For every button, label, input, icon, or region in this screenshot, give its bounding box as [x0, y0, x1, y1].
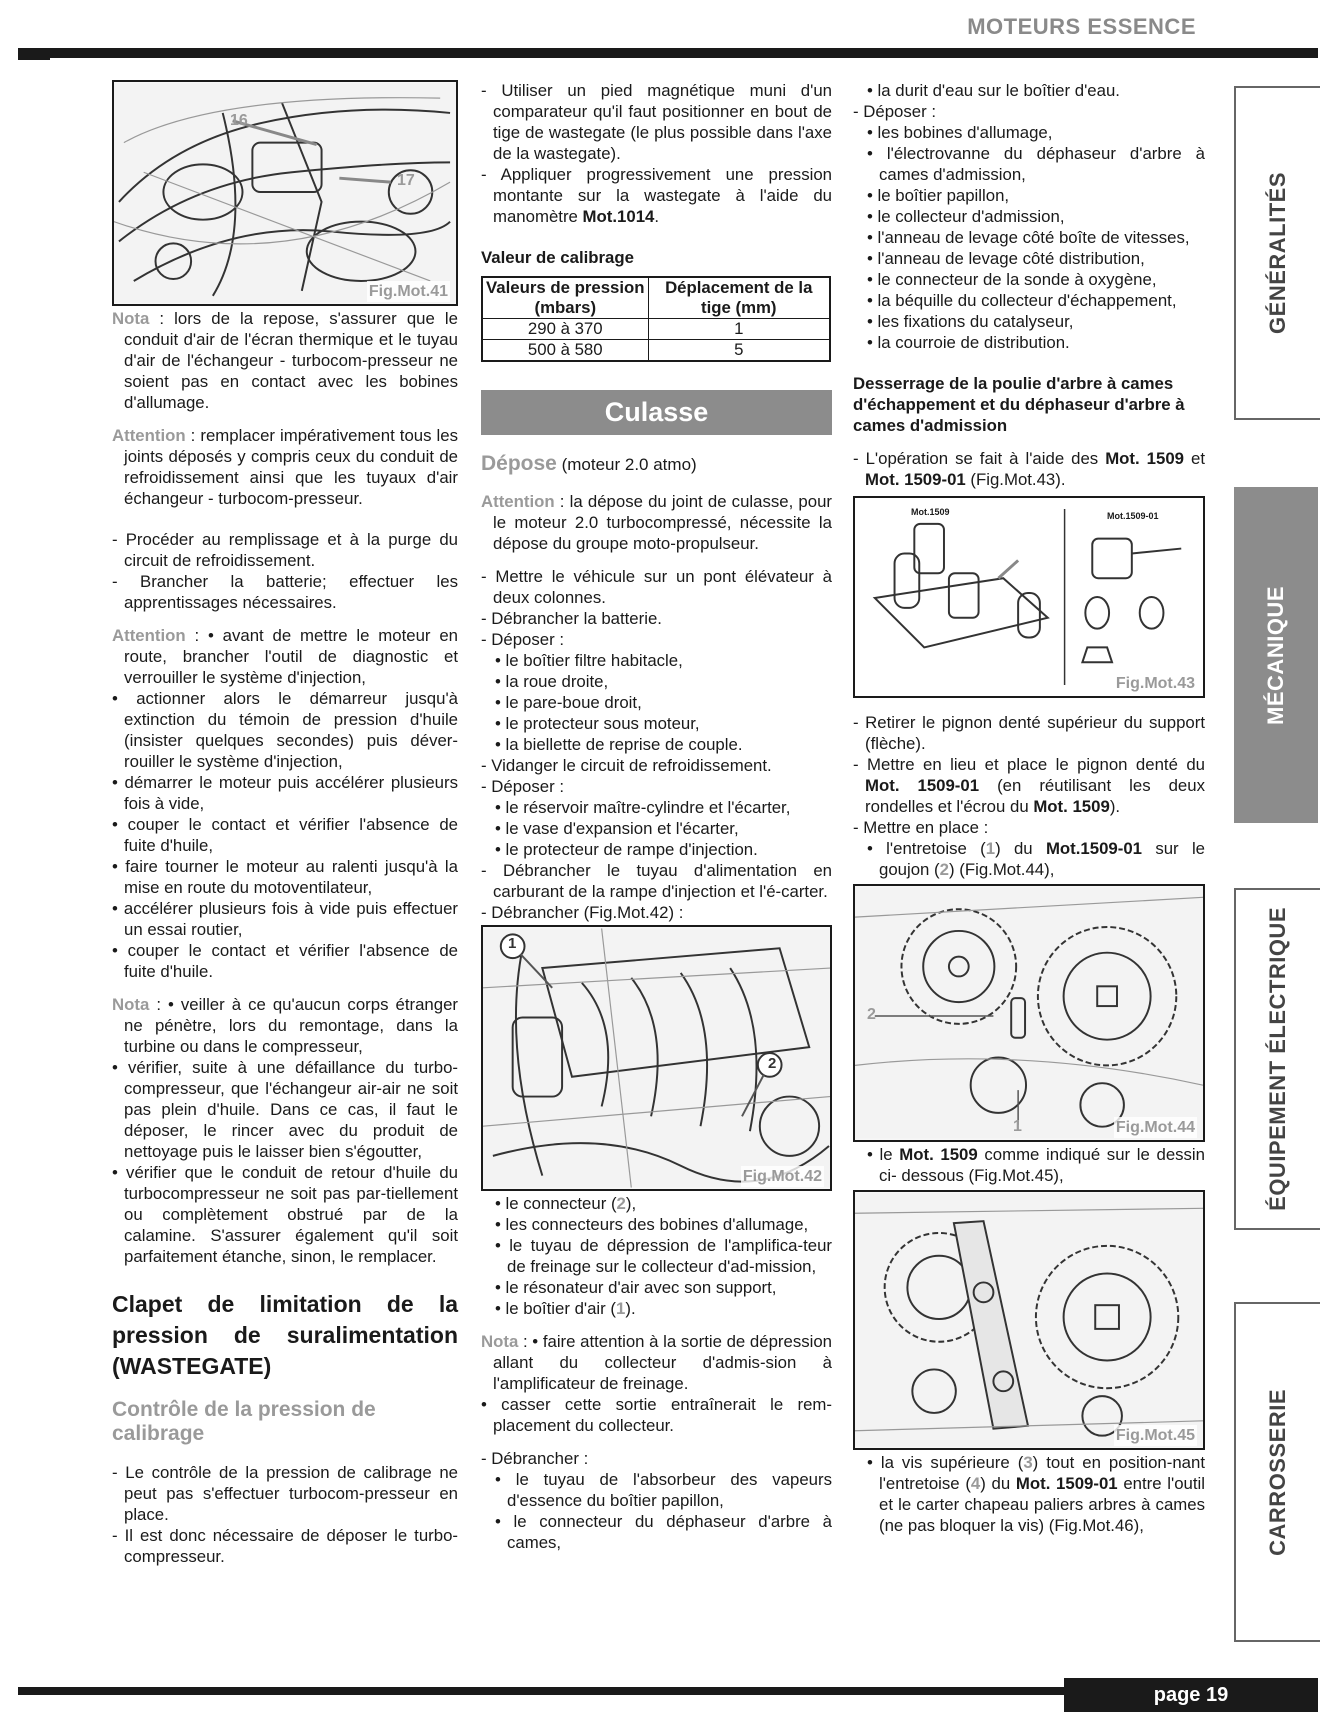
bullet: • la durit d'eau sur le boîtier d'eau. [867, 81, 1120, 100]
step: - Déposer : [481, 777, 565, 796]
tool-label: Mot.1509-01 [1107, 511, 1159, 521]
camshaft-pulley-illustration-icon [855, 886, 1203, 1140]
table-header: Valeurs de pression (mbars) [482, 277, 648, 319]
bullet: • les fixations du catalyseur, [867, 312, 1074, 331]
figure-label: Fig.Mot.42 [742, 1168, 822, 1185]
bullet: • le boîtier d'air (1). [495, 1299, 636, 1318]
bullet: • le connecteur de la sonde à oxygène, [867, 270, 1157, 289]
step: - Mettre en lieu et place le pignon denté du Mot. 1509-01 (en réutilisant les deux rondelles et l'écrou du Mot. 1509). [853, 755, 1205, 816]
bullet: • le collecteur d'admission, [867, 207, 1065, 226]
step: - L'opération se fait à l'aide des Mot. 1509 et Mot. 1509-01 (Fig.Mot.43). [853, 449, 1205, 489]
bullet: • couper le contact et vérifier l'absence de fuite d'huile. [112, 941, 458, 981]
bullet: • le protecteur sous moteur, [495, 714, 700, 733]
bullet: • le résonateur d'air avec son support, [495, 1278, 777, 1297]
step: - Procéder au remplissage et à la purge du circuit de refroidissement. [112, 530, 458, 570]
bullet: • vérifier que le conduit de retour d'huile du turbocompresseur ne soit pas par-tiellement ou complètement obstrué par de la calamine. S'assurer également qu'il soit parfaitement étanche, sinon, le remplacer. [112, 1163, 458, 1266]
bullet: • la courroie de distribution. [867, 333, 1070, 352]
step: - Déposer : [853, 102, 937, 121]
column-1 [112, 80, 458, 1567]
callout-2: 2 [768, 1055, 777, 1072]
bullet: • couper le contact et vérifier l'absence de fuite d'huile, [112, 815, 458, 855]
callout-1: 1 [1013, 1118, 1022, 1135]
section-band-culasse: Culasse [481, 390, 832, 435]
bullet: • l'entretoise (1) du Mot.1509-01 sur le goujon (2) (Fig.Mot.44), [867, 839, 1205, 879]
figure-mot-44 [853, 884, 1205, 1142]
step: - Vidanger le circuit de refroidissement. [481, 756, 772, 775]
bullet: • vérifier, suite à une défaillance du turbo-compresseur, que l'échangeur air-air ne soit pas plein d'huile. Dans ce cas, il faut le déposer, le rincer avec du produit de nettoyage puis le laisser bien s'égoutter, [112, 1058, 458, 1161]
bullet: • le réservoir maître-cylindre et l'écarter, [495, 798, 791, 817]
tool-label: Mot.1509 [911, 507, 950, 517]
calibration-table [481, 276, 831, 362]
tab-carrosserie[interactable]: CARROSSERIE [1234, 1302, 1320, 1642]
bullet: • le Mot. 1509 comme indiqué sur le dessin ci- dessous (Fig.Mot.45), [867, 1145, 1205, 1185]
subsection-title: Contrôle de la pression de calibrage [112, 1398, 376, 1445]
figure-label: Fig.Mot.45 [1115, 1427, 1195, 1444]
depose-heading: Dépose (moteur 2.0 atmo) [481, 452, 697, 475]
bullet: • casser cette sortie entraînerait le rem-placement du collecteur. [481, 1395, 832, 1435]
engine-illustration-icon [114, 82, 456, 304]
bullet: • la biellette de reprise de couple. [495, 735, 743, 754]
bullet: • le pare-boue droit, [495, 693, 642, 712]
step: - Brancher la batterie; effectuer les apprentissages nécessaires. [112, 572, 458, 612]
step: - Débrancher (Fig.Mot.42) : [481, 903, 684, 922]
bullet: • le connecteur du déphaseur d'arbre à cames, [495, 1512, 832, 1552]
bullet: • faire tourner le moteur au ralenti jusqu'à la mise en route du motoventilateur, [112, 857, 458, 897]
bullet: • démarrer le moteur puis accélérer plusieurs fois à vide, [112, 773, 458, 813]
step: - Mettre en place : [853, 818, 989, 837]
bullet: • le boîtier papillon, [867, 186, 1010, 205]
bullet: • la roue droite, [495, 672, 609, 691]
attention-paragraph: Attention : remplacer impérativement tous les joints déposés y compris ceux du conduit de refroidissement ainsi que les tuyaux d'air échangeur - turbocom-presseur. [112, 426, 458, 508]
bullet: • les connecteurs des bobines d'allumage, [495, 1215, 809, 1234]
table-row: 500 à 580 5 [482, 340, 830, 362]
section-title-desserrage: Desserrage de la poulie d'arbre à cames d'échappement et du déphaseur d'arbre à cames d'admission [853, 374, 1185, 435]
tab-mecanique[interactable]: MÉCANIQUE [1234, 487, 1318, 823]
intake-manifold-illustration-icon [483, 927, 830, 1189]
header-rule [18, 48, 1318, 58]
step: - Il est donc nécessaire de déposer le turbo-compresseur. [112, 1526, 458, 1566]
step: - Appliquer progressivement une pression montante sur la wastegate à l'aide du manomètre Mot.1014. [481, 165, 832, 226]
callout-16: 16 [230, 112, 248, 129]
figure-mot-45 [853, 1190, 1205, 1450]
callout-17: 17 [397, 172, 415, 189]
bullet: • le boîtier filtre habitacle, [495, 651, 683, 670]
figure-label: Fig.Mot.43 [1115, 675, 1195, 692]
step: - Mettre le véhicule sur un pont élévateur à deux colonnes. [481, 567, 832, 607]
bullet: • la vis supérieure (3) tout en position-nant l'entretoise (4) du Mot. 1509-01 entre l'outil et le carter chapeau paliers arbres à cames (ne pas bloquer la vis) (Fig.Mot.46), [867, 1453, 1205, 1535]
locking-tool-illustration-icon [855, 1192, 1203, 1448]
figure-label: Fig.Mot.41 [368, 283, 448, 300]
figure-mot-41 [112, 80, 458, 306]
step: - Utiliser un pied magnétique muni d'un comparateur qu'il faut positionner en bout de tige de wastegate (le plus possible dans l'axe de la wastegate). [481, 81, 832, 163]
tab-generalites[interactable]: GÉNÉRALITÉS [1234, 86, 1320, 420]
bullet: • les bobines d'allumage, [867, 123, 1053, 142]
table-header: Déplacement de la tige (mm) [648, 277, 830, 319]
bullet: • le protecteur de rampe d'injection. [495, 840, 758, 859]
bullet: • l'anneau de levage côté distribution, [867, 249, 1145, 268]
bullet: • accélérer plusieurs fois à vide puis effectuer un essai routier, [112, 899, 458, 939]
figure-label: Fig.Mot.44 [1115, 1119, 1195, 1136]
figure-mot-43 [853, 496, 1205, 698]
attention-paragraph: Attention : • avant de mettre le moteur en route, brancher l'outil de diagnostic et verrouiller le système d'injection, [112, 626, 458, 687]
step: - Le contrôle de la pression de calibrage ne peut pas s'effectuer turbocom-presseur en place. [112, 1463, 458, 1524]
bullet: • actionner alors le démarreur jusqu'à extinction du témoin de pression d'huile (insister quelques secondes) puis déver-rouiller le système d'injection, [112, 689, 458, 771]
tool-illustration-icon [855, 498, 1203, 696]
bullet: • le vase d'expansion et l'écarter, [495, 819, 739, 838]
table-row: 290 à 370 1 [482, 319, 830, 340]
bullet: • la béquille du collecteur d'échappement, [867, 291, 1177, 310]
bullet: • le connecteur (2), [495, 1194, 637, 1213]
column-2 [481, 80, 832, 1553]
section-title-wastegate: Clapet de limitation de la pression de suralimentation (WASTEGATE) [112, 1291, 458, 1379]
nota-paragraph: Nota : lors de la repose, s'assurer que le conduit d'air de l'écran thermique et le tuyau d'air de l'échangeur - turbocom-presseur ne soient pas en contact avec les bobines d'allumage. [112, 309, 458, 412]
running-header: MOTEURS ESSENCE [967, 14, 1196, 39]
calibration-title: Valeur de calibrage [481, 248, 634, 267]
step: - Retirer le pignon denté supérieur du support (flèche). [853, 713, 1205, 753]
callout-2: 2 [867, 1006, 876, 1023]
step: - Débrancher : [481, 1449, 589, 1468]
callout-1: 1 [508, 935, 517, 952]
column-3 [853, 80, 1205, 1536]
attention-paragraph: Attention : la dépose du joint de culasse, pour le moteur 2.0 turbocompressé, nécessite la dépose du groupe moto-propulseur. [481, 492, 832, 553]
figure-mot-42 [481, 925, 832, 1191]
nota-paragraph: Nota : • faire attention à la sortie de dépression allant du collecteur d'admis-sion à l'amplificateur de freinage. [481, 1332, 833, 1393]
step: - Débrancher le tuyau d'alimentation en carburant de la rampe d'injection et l'é-carter. [481, 861, 832, 901]
step: - Débrancher la batterie. [481, 609, 662, 628]
bullet: • le tuyau de l'absorbeur des vapeurs d'essence du boîtier papillon, [495, 1470, 832, 1510]
page-number: page 19 [1064, 1678, 1318, 1712]
tab-equipement-electrique[interactable]: ÉQUIPEMENT ÉLECTRIQUE [1234, 888, 1320, 1230]
bullet: • le tuyau de dépression de l'amplifica-teur de freinage sur le collecteur d'ad-mission, [495, 1236, 832, 1276]
nota-paragraph: Nota : • veiller à ce qu'aucun corps étranger ne pénètre, lors du remontage, dans la turbine ou dans le compresseur, [112, 995, 458, 1056]
step: - Déposer : [481, 630, 565, 649]
bullet: • l'électrovanne du déphaseur d'arbre à cames d'admission, [867, 144, 1205, 184]
bullet: • l'anneau de levage côté boîte de vitesses, [867, 228, 1190, 247]
